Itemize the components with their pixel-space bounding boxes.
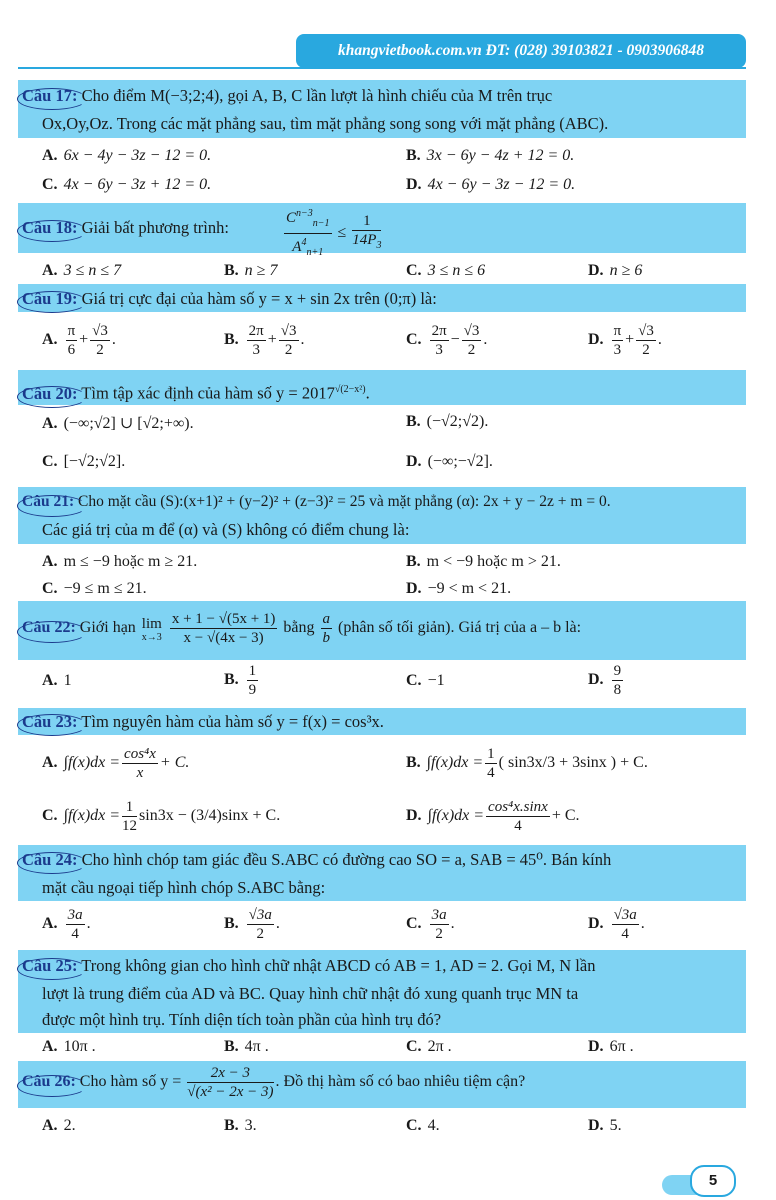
option-a[interactable]: A. 3 ≤ n ≤ 7 [42,262,122,279]
question-text: Cho mặt cầu (S):(x+1)² + (y−2)² + (z−3)² = 25 và mặt phẳng (α): 2x + y − 2z + m = 0. [74,493,611,510]
option-a[interactable]: A. $\frac{\pi}{6}$ + $\frac{√3}{2}$ . [42,323,116,358]
question-text: Giá trị cực đại của hàm số y = x + sin 2x trên (0;π) là: [77,289,437,308]
option-d[interactable]: D. ∫f(x)dx = $\frac{\text{cos⁴x.sinx}}{4}$ + C. [406,799,580,834]
option-b[interactable]: B. (−√2;√2). [406,413,489,430]
header-banner: khangvietbook.com.vn ĐT: (028) 39103821 - 0903906848 [296,34,746,68]
question-18 [22,214,229,241]
option-d[interactable]: D. (−∞;−√2]. [406,453,493,470]
question-text-line2: Ox,Oy,Oz. Trong các mặt phẳng sau, tìm mặt phẳng song song với mặt phẳng (ABC). [42,114,609,133]
inequality: $\frac{C^{n-3}_{n-1}}{A^4_{n+1}}$ ≤ $\frac{1}{14P_3}$ [282,205,383,262]
question-number: Câu 22: [22,619,76,637]
exponent: √(2−x²) [334,384,366,395]
option-c[interactable]: C. 3 ≤ n ≤ 6 [406,262,486,279]
option-a[interactable]: A. 6x − 4y − 3z − 12 = 0. [42,147,212,164]
option-b[interactable]: B. n ≥ 7 [224,262,278,279]
question-21 [22,488,611,515]
question-number: Câu 19: [22,289,78,308]
option-c[interactable]: C. −1 [406,672,445,689]
question-text: Tìm tập xác định của hàm số y = 2017 [77,383,335,403]
option-a[interactable]: A. 1 [42,672,72,689]
option-a[interactable]: A. $\frac{3a}{4}$ . [42,907,91,942]
option-b[interactable]: B. m < −9 hoặc m > 21. [406,553,561,570]
question-22: Câu 22: Giới hạn lim x→3 $\frac{x + 1 - √(5x + 1)}{x - √(4x - 3)}$ bằng $\frac{a}{b}$ (phân số tối giản). Giá trị của a – b là: [22,611,582,646]
question-text: Giới hạn [75,619,136,637]
option-c[interactable]: C. −9 ≤ m ≤ 21. [42,580,147,597]
option-b[interactable]: B. 4π . [224,1038,269,1055]
option-b[interactable]: B. 3. [224,1117,257,1134]
question-text: Tìm nguyên hàm của hàm số y = f(x) = cos³x. [77,712,384,731]
option-d[interactable]: D. n ≥ 6 [588,262,643,279]
option-b[interactable]: B. 3x − 6y − 4z + 12 = 0. [406,147,575,164]
option-c[interactable]: C. 2π . [406,1038,452,1055]
option-d[interactable]: D. 5. [588,1117,622,1134]
option-c[interactable]: C. $\frac{3a}{2}$ . [406,907,455,942]
question-number: Câu 23: [22,712,78,731]
option-a[interactable]: A. m ≤ −9 hoặc m ≥ 21. [42,553,198,570]
question-text-line2: lượt là trung điểm của AD và BC. Quay hình chữ nhật đó xung quanh trục MN ta [42,984,579,1003]
question-number: Câu 25: [22,956,78,975]
option-d[interactable]: D. $\frac{9}{8}$ [588,663,622,698]
option-a[interactable]: A. ∫f(x)dx = $\frac{\text{cos⁴x}}{x}$ + C. [42,746,190,781]
option-a[interactable]: A. (−∞;√2] ∪ [√2;+∞). [42,415,194,432]
option-d[interactable]: D. $\frac{\pi}{3}$ + $\frac{√3}{2}$ . [588,323,662,358]
question-text: Giải bất phương trình: [77,218,229,237]
page-number: 5 [690,1165,736,1197]
option-c[interactable]: C. $\frac{2\pi}{3}$ − $\frac{√3}{2}$ . [406,323,488,358]
question-24 [22,846,611,873]
question-text: Cho hình chóp tam giác đều S.ABC có đường cao SO = a, SAB = 45⁰. Bán kính [77,850,612,869]
option-b[interactable]: B. $\frac{1}{9}$ [224,663,257,698]
question-26: Câu 26: Cho hàm số y = $\frac{2x - 3}{\text{√(x² − 2x − 3)}}$ . Đồ thị hàm số có bao nhiêu tiệm cận? [22,1065,526,1100]
question-17 [22,82,552,109]
option-c[interactable]: C. [−√2;√2]. [42,453,126,470]
option-a[interactable]: A. 2. [42,1117,76,1134]
option-d[interactable]: D. −9 < m < 21. [406,580,512,597]
option-d[interactable]: D. 4x − 6y − 3z − 12 = 0. [406,176,576,193]
question-number: Câu 24: [22,850,78,869]
option-a[interactable]: A. 10π . [42,1038,96,1055]
question-text-line2: mặt cầu ngoại tiếp hình chóp S.ABC bằng: [42,878,326,897]
header-divider [18,67,746,69]
option-c[interactable]: C. 4x − 6y − 3z + 12 = 0. [42,176,212,193]
question-20: Câu 20: Tìm tập xác định của hàm số $y = 2017^{√(2-x^2)}$. [22,383,370,403]
question-number: Câu 26: [22,1073,76,1091]
question-number: Câu 17: [22,86,78,105]
option-d[interactable]: D. $\frac{√3a}{4}$ . [588,907,645,942]
question-number: Câu 21: [22,493,75,510]
question-text-line2: Các giá trị của m để (α) và (S) không có điểm chung là: [42,520,410,539]
question-25 [22,952,595,979]
question-23 [22,708,384,735]
question-number: Câu 20: [22,383,78,403]
question-text-line3: được một hình trụ. Tính diện tích toàn phần của hình trụ đó? [42,1010,442,1029]
option-d[interactable]: D. 6π . [588,1038,634,1055]
option-b[interactable]: B. ∫f(x)dx = $\frac{1}{4}$ ( sin3x/3 + 3sinx ) + C. [406,746,648,781]
option-b[interactable]: B. $\frac{√3a}{2}$ . [224,907,280,942]
option-b[interactable]: B. $\frac{2\pi}{3}$ + $\frac{√3}{2}$ . [224,323,305,358]
option-c[interactable]: C. 4. [406,1117,440,1134]
option-c[interactable]: C. ∫f(x)dx = $\frac{1}{12}$ sin3x − (3/4)sinx + C. [42,799,281,834]
question-text: Trong không gian cho hình chữ nhật ABCD có AB = 1, AD = 2. Gọi M, N lần [77,956,596,975]
question-text: Cho điểm M(−3;2;4), gọi A, B, C lần lượt là hình chiếu của M trên trục [77,86,553,105]
question-number: Câu 18: [22,218,78,237]
question-19 [22,285,437,312]
question-text: Cho hàm số y = [75,1073,182,1091]
